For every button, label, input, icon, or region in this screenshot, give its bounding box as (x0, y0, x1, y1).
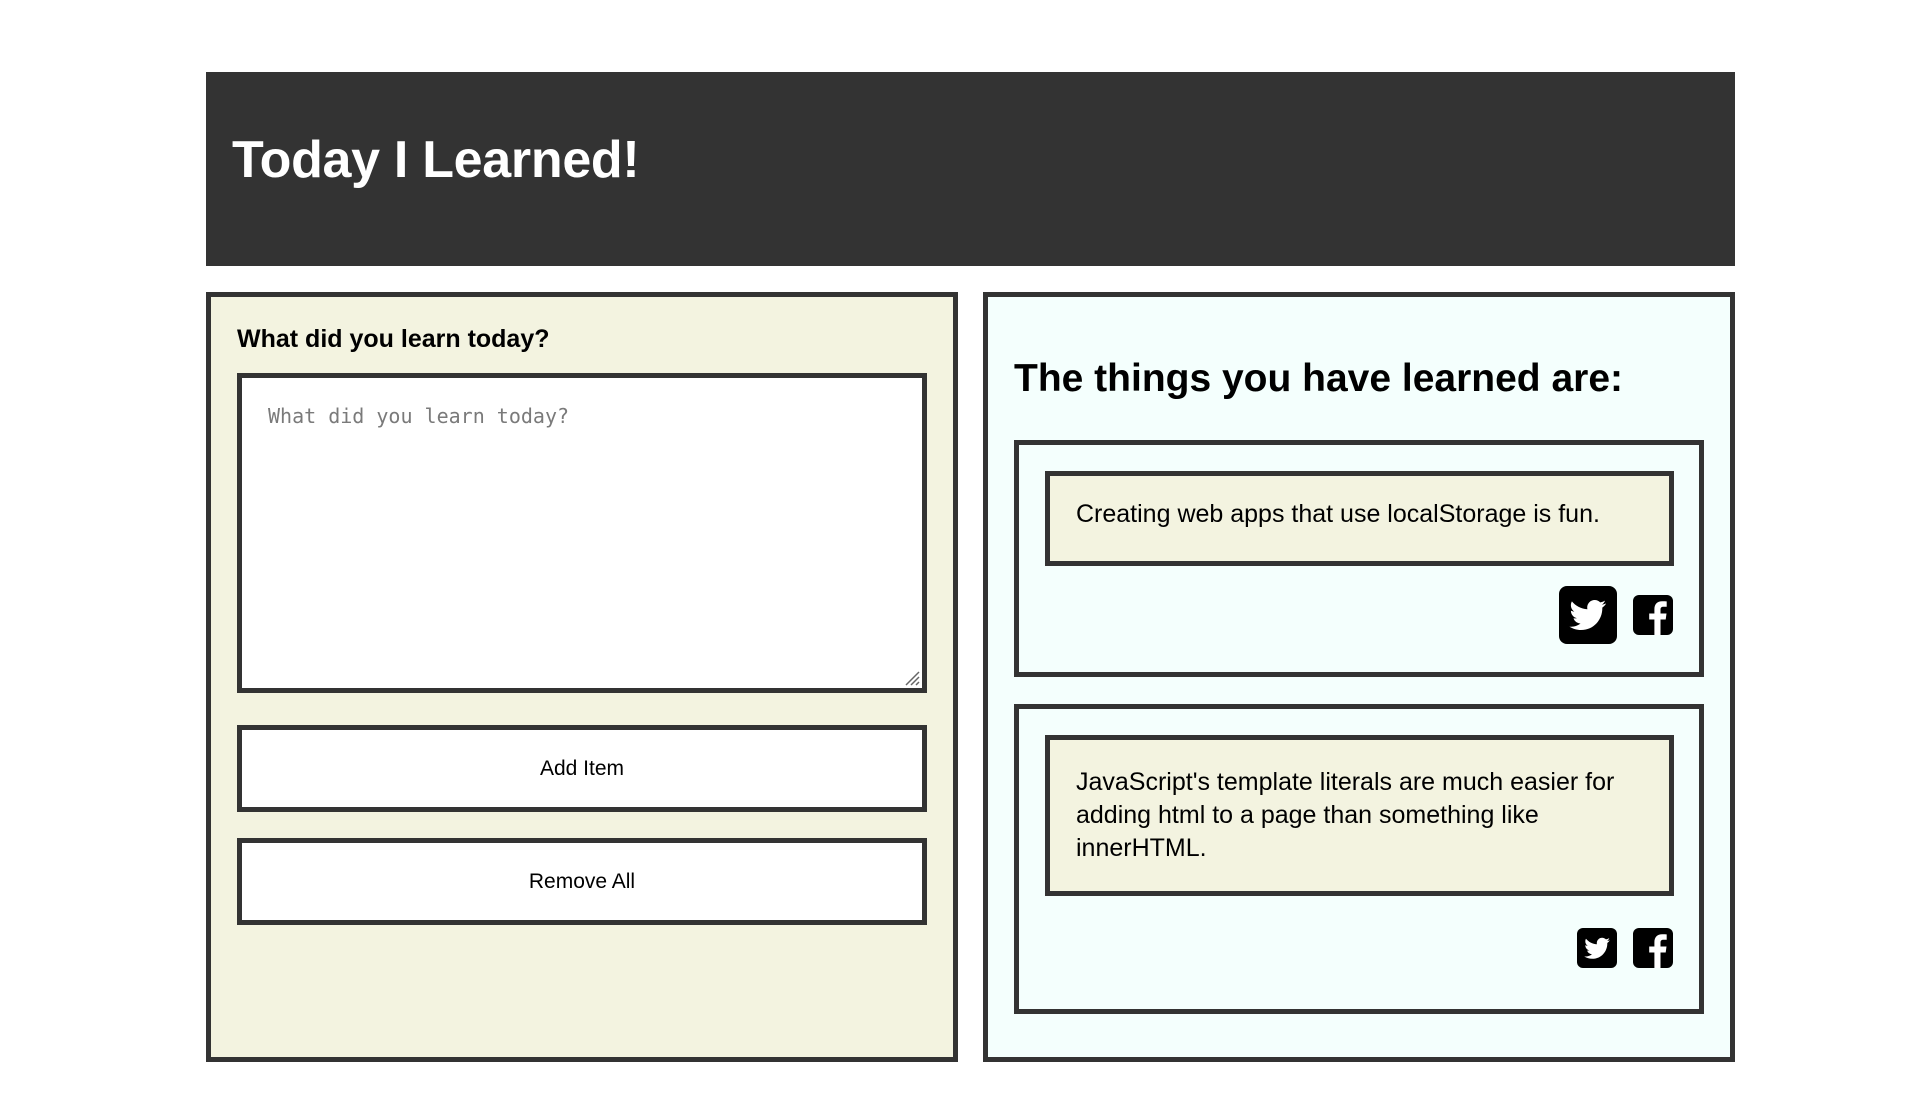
entry-label: What did you learn today? (237, 325, 550, 353)
learned-list-panel (983, 292, 1735, 1062)
page-title: Today I Learned! (232, 131, 640, 189)
entry-textarea[interactable] (242, 378, 922, 688)
remove-all-button[interactable]: Remove All (237, 838, 927, 925)
facebook-icon[interactable] (1633, 595, 1673, 635)
resize-grip-icon[interactable] (902, 668, 920, 686)
learned-list-title: The things you have learned are: (1014, 357, 1623, 400)
share-icons (1559, 586, 1673, 644)
page-header (206, 72, 1735, 266)
facebook-icon[interactable] (1633, 928, 1673, 968)
learned-item-text: JavaScript's template literals are much easier for adding html to a page than something like innerHTML. (1045, 735, 1674, 896)
learned-item-card (1014, 440, 1704, 677)
twitter-icon[interactable] (1577, 928, 1617, 968)
entry-panel (206, 292, 958, 1062)
learned-item-card (1014, 704, 1704, 1014)
add-item-button[interactable]: Add Item (237, 725, 927, 812)
entry-textarea-container (237, 373, 927, 693)
share-icons (1577, 928, 1673, 968)
twitter-icon[interactable] (1559, 586, 1617, 644)
learned-item-text: Creating web apps that use localStorage is fun. (1045, 471, 1674, 566)
